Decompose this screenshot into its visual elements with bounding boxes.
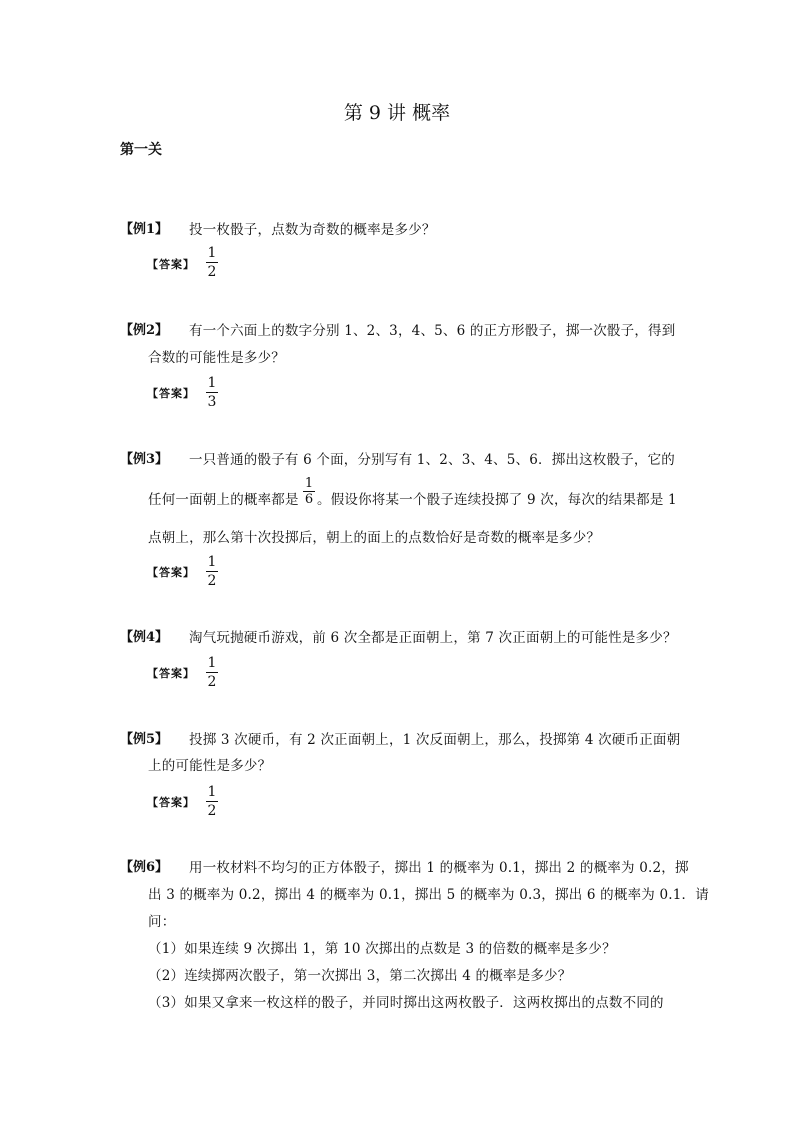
fraction-numerator: 1 [207, 375, 217, 391]
example-5-answer-label: 【答案】 [147, 796, 195, 809]
example-2-line-1: 有一个六面上的数字分别 1、2、3，4、5、6 的正方形骰子，掷一次骰子，得到 [189, 323, 676, 339]
fraction-denominator: 2 [207, 264, 217, 280]
example-6-label: 【例6】 [120, 860, 169, 875]
example-3-label: 【例3】 [120, 452, 169, 467]
example-4-answer-fraction [205, 654, 219, 691]
example-1-answer-label: 【答案】 [147, 258, 195, 271]
example-2-answer-label: 【答案】 [147, 387, 195, 400]
section-heading: 第一关 [120, 142, 162, 158]
example-6-line-2: 出 3 的概率为 0.2，掷出 4 的概率为 0.1，掷出 5 的概率为 0.3，掷出 6 的概率为 0.1．请 [148, 887, 709, 903]
example-1-question: 投一枚骰子，点数为奇数的概率是多少？ [189, 222, 436, 238]
example-2-answer-fraction [205, 374, 219, 411]
page-title: 第 9 讲 概率 [343, 102, 451, 124]
example-5-label: 【例5】 [120, 732, 169, 747]
example-6-subquestion-3: （3）如果又拿来一枚这样的骰子，并同时掷出这两枚骰子．这两枚掷出的点数不同的 [148, 995, 664, 1011]
example-5-answer-fraction [205, 783, 219, 820]
fraction-denominator: 2 [207, 803, 217, 819]
example-4-answer-label: 【答案】 [147, 667, 195, 680]
fraction-denominator: 2 [207, 674, 217, 690]
example-1-answer-fraction [205, 244, 219, 281]
fraction-numerator: 1 [207, 784, 217, 800]
example-5-line-1: 投掷 3 次硬币，有 2 次正面朝上，1 次反面朝上，那么，投掷第 4 次硬币正面朝 [189, 732, 681, 748]
example-3-line-3: 点朝上，那么第十次投掷后，朝上的面上的点数恰好是奇数的概率是多少？ [148, 530, 601, 546]
example-6-line-1: 用一枚材料不均匀的正方体骰子，掷出 1 的概率为 0.1，掷出 2 的概率为 0.2，掷 [189, 860, 689, 876]
fraction-numerator: 1 [207, 655, 217, 671]
example-3-answer-label: 【答案】 [147, 566, 195, 579]
fraction-denominator: 2 [207, 573, 217, 589]
example-6-subquestion-2: （2）连续掷两次骰子，第一次掷出 3，第二次掷出 4 的概率是多少？ [148, 968, 572, 984]
fraction-numerator: 1 [304, 476, 314, 491]
example-3-answer-fraction [205, 553, 219, 590]
example-3-inline-fraction [303, 476, 315, 507]
example-4-question: 淘气玩抛硬币游戏，前 6 次全都是正面朝上，第 7 次正面朝上的可能性是多少？ [189, 630, 677, 646]
fraction-numerator: 1 [207, 554, 217, 570]
fraction-numerator: 1 [207, 245, 217, 261]
example-3-line-1: 一只普通的骰子有 6 个面，分别写有 1、2、3、4、5、6．掷出这枚骰子，它的 [189, 452, 675, 468]
example-6-subquestion-1: （1）如果连续 9 次掷出 1，第 10 次掷出的点数是 3 的倍数的概率是多少？ [148, 941, 616, 957]
example-3-line-2b: 。假设你将某一个骰子连续投掷了 9 次，每次的结果都是 1 [317, 492, 677, 508]
example-4-label: 【例4】 [120, 630, 169, 645]
fraction-denominator: 3 [207, 394, 217, 410]
fraction-denominator: 6 [304, 492, 314, 507]
example-3-line-2a: 任何一面朝上的概率都是 [148, 492, 299, 508]
example-6-line-3: 问： [148, 914, 176, 930]
example-1-label: 【例1】 [120, 222, 169, 237]
example-5-line-2: 上的可能性是多少？ [148, 758, 272, 774]
example-2-label: 【例2】 [120, 323, 169, 338]
example-2-line-2: 合数的可能性是多少？ [148, 350, 285, 366]
